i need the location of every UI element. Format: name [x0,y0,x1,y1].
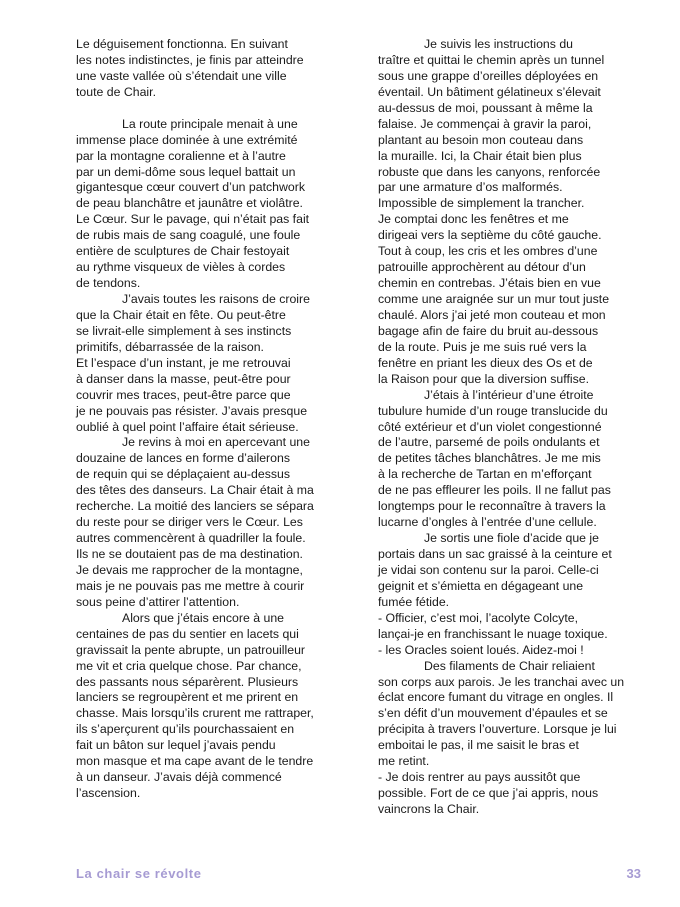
text-line: Le déguisement fonctionna. En suivant [76,37,288,51]
text-line: plantant au besoin mon couteau dans [378,132,584,147]
text-line: - Officier, c’est moi, l’acolyte Colcyte, [378,610,578,625]
text-line: centaines de pas du sentier en lacets qui [76,626,299,641]
text-line: sous peine d’attirer l’attention. [76,594,240,609]
text-line: ils s’aperçurent qu’ils pourchassaient en [76,722,295,737]
text-line: chaulé. Alors j’ai jeté mon couteau et mon [378,307,606,322]
text-line: - Je dois rentrer au pays aussitôt que [378,770,581,785]
text-line: Je sortis une fiole d’acide que je [424,531,599,546]
text-line: par une armature d’os malformés. [378,180,563,195]
text-line: de la route. Puis je me suis rué vers la [378,339,587,354]
text-line: Et l’espace d’un instant, je me retrouvai [76,355,291,370]
text-line: du reste pour se diriger vers le Cœur. Les [76,515,303,530]
text-line: patrouille approchèrent au détour d’un [378,260,586,275]
text-line: entière de sculptures de Chair festoyait [76,244,290,259]
text-line: une vaste vallée où s’étendait une ville [76,68,287,83]
text-line: Alors que j’étais encore à une [122,610,285,625]
text-line: longtemps pour le reconnaître à travers la [378,499,606,514]
text-line: J’étais à l’intérieur d’une étroite [424,387,594,402]
text-line: chasse. Mais lorsqu’ils crurent me rattraper, [76,706,314,721]
text-line: tubulure humide d’un rouge translucide du [378,403,608,418]
text-line: de requin qui se déplaçaient au-dessus [76,467,290,482]
text-line: portais dans un sac graissé à la ceinture et [378,547,612,561]
text-line: Tout à coup, les cris et les ombres d’une [378,244,598,259]
running-footer-title: La chair se révolte [76,866,202,881]
text-line: je ne pouvais pas résister. J’avais presque [76,403,308,418]
text-line: des têtes des danseurs. La Chair était à ma [76,483,314,498]
text-line: de l’autre, parsemé de poils ondulants et [378,435,600,450]
text-line: côté extérieur et d’un violet congestionné [378,419,602,434]
text-line: primitifs, débarrassée de la raison. [76,339,264,354]
text-line: - les Oracles soient loués. Aidez-moi ! [378,642,584,657]
text-line: par un demi-dôme sous lequel battait un [76,164,296,179]
text-line: autres commencèrent à quadriller la foule. [76,531,306,546]
text-line: Je revins à moi en apercevant une [122,435,310,450]
text-line: l’ascension. [76,786,141,801]
text-line: toute de Chair. [76,84,156,99]
text-line: à la recherche de Tartan en m’efforçant [378,467,592,482]
text-line: Je comptai donc les fenêtres et me [378,212,569,227]
text-line: douzaine de lances en forme d’ailerons [76,451,290,466]
text-line: de ne pas effleurer les poils. Il ne fallut pas [378,483,611,498]
text-line: à danser dans la masse, peut-être pour [76,371,291,386]
text-line: immense place dominée à une extrémité [76,132,298,147]
text-line: possible. Fort de ce que j’ai appris, nous [378,786,599,801]
text-line: chemin en contrebas. J’étais bien en vue [378,276,601,291]
text-line: traître et quittai le chemin après un tunnel [378,52,605,67]
text-line: mais je ne pouvais pas me mettre à courir [76,578,305,593]
text-line: vaincrons la Chair. [378,802,480,816]
text-line: au-dessus de moi, poussant à même la [378,100,593,115]
text-line: son corps aux parois. Je les tranchai avec un [378,674,625,689]
text-line: précipita à travers l’ouverture. Lorsque je lui [378,722,617,737]
text-line: lucarne d’ongles à l’entrée d’une cellule. [378,515,597,530]
text-line: se livrait-elle simplement à ses instincts [76,323,292,338]
text-line: Ils ne se doutaient pas de ma destination. [76,547,303,561]
text-line: gravissait la pente abrupte, un patrouilleur [76,642,305,657]
text-line: les notes indistinctes, je finis par atteindre [76,52,304,67]
text-line: de petites tâches blanchâtres. Je me mis [378,451,601,466]
text-line: J’avais toutes les raisons de croire [122,292,310,306]
text-line: lanciers se regroupèrent et me prirent en [76,690,299,705]
text-line: au rythme visqueux de vièles à cordes [76,260,286,275]
text-line: gigantesque cœur couvert d’un patchwork [76,180,305,195]
text-line: la muraille. Ici, la Chair était bien plus [378,148,582,163]
text-line: Impossible de simplement la trancher. [378,196,585,211]
text-line: La route principale menait à une [122,116,298,131]
text-line: par la montagne coralienne et à l’autre [76,148,286,163]
text-line: éventail. Un bâtiment gélatineux s’élevait [378,84,601,99]
text-line: à un danseur. J’avais déjà commencé [76,770,282,785]
text-line: Des filaments de Chair reliaient [424,658,595,673]
text-line: couvrir mes traces, peut-être parce que [76,387,291,402]
paragraph-gap [76,101,351,117]
text-line: éclat encore fumant du vitrage en ongles. Il [378,690,614,705]
text-line: geignit et s’émietta en dégageant une [378,578,584,593]
text-line: Le Cœur. Sur le pavage, qui n’était pas fait [76,212,310,227]
text-line: fenêtre en priant les dieux des Os et de [378,355,593,370]
text-line: comme une araignée sur un mur tout juste [378,292,610,306]
text-line: bagage afin de faire du bruit au-dessous [378,323,599,338]
text-line: des passants nous séparèrent. Plusieurs [76,674,299,689]
right-text-column [378,37,643,818]
text-line: de peau blanchâtre et jaunâtre et violâtre. [76,196,303,211]
text-line: emboitai le pas, il me saisit le bras et [378,738,579,753]
text-line: s’en défit d’un mouvement d’épaules et se [378,706,608,721]
page-number: 33 [626,866,641,881]
text-line: de rubis mais de sang coagulé, une foule [76,228,301,243]
text-line: que la Chair était en fête. Ou peut-être [76,307,286,322]
text-line: me retint. [378,754,430,769]
text-line: dirigeai vers la septième du côté gauche. [378,228,602,243]
text-line: Je devais me rapprocher de la montagne, [76,562,303,577]
left-text-column [76,37,351,802]
text-line: oublié à quel point l’affaire était sérieuse. [76,419,299,434]
text-line: je vidai son contenu sur la paroi. Celle-ci [378,562,599,577]
text-line: me vit et cria quelque chose. Par chance, [76,658,302,673]
text-line: robuste que dans les canyons, renforcée [378,164,601,179]
text-line: lançai-je en franchissant le nuage toxique. [378,626,608,641]
text-line: falaise. Je commençai à gravir la paroi, [378,116,592,131]
text-line: sous une grappe d’oreilles déployées en [378,68,599,83]
text-line: fumée fétide. [378,594,450,609]
text-line: mon masque et ma cape avant de le tendre [76,754,314,769]
text-line: la Raison pour que la diversion suffise. [378,371,589,386]
text-line: Je suivis les instructions du [424,37,573,51]
text-line: de tendons. [76,276,141,291]
text-line: fait un bâton sur lequel j’avais pendu [76,738,276,753]
text-line: recherche. La moitié des lanciers se sépara [76,499,314,514]
